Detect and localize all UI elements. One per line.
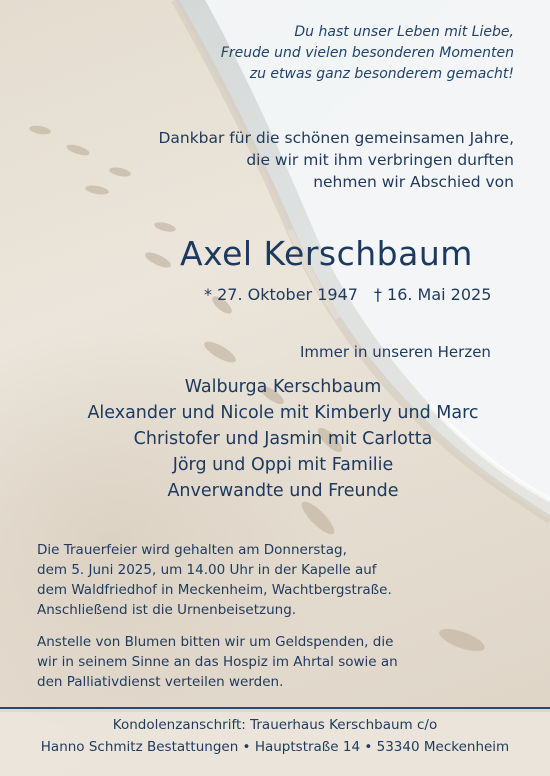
quote-line-1: Du hast unser Leben mit Liebe, [294, 24, 514, 40]
intro-line-1: Dankbar für die schönen gemeinsamen Jahre, [158, 129, 514, 147]
footer-line-2: Hanno Schmitz Bestattungen • Hauptstraße 14 • 53340 Meckenheim [40, 739, 510, 755]
donation-line: den Palliativdienst verteilen werden. [37, 674, 284, 690]
mourner: Walburga Kerschbaum [184, 377, 382, 397]
service-line: dem Waldfriedhof in Meckenheim, Wachtbergstraße. [37, 582, 392, 598]
donation-line: Anstelle von Blumen bitten wir um Geldspenden, die [37, 634, 394, 650]
footer-divider [0, 707, 550, 709]
mourner: Christofer und Jasmin mit Carlotta [133, 429, 433, 449]
donation-info [37, 632, 517, 692]
intro-line-2: die wir mit ihm verbringen durften [246, 151, 514, 169]
mourners-list [40, 374, 526, 504]
death-date: † 16. Mai 2025 [373, 285, 492, 304]
opening-quote [174, 22, 514, 85]
quote-line-2: Freude und vielen besonderen Momenten [220, 45, 514, 61]
birth-date: * 27. Oktober 1947 [204, 285, 358, 304]
life-dates [204, 285, 534, 304]
service-line: Anschließend ist die Urnenbeisetzung. [37, 602, 297, 618]
deceased-name: Axel Kerschbaum [180, 234, 473, 273]
footer-line-1: Kondolenzanschrift: Trauerhaus Kerschbaum c/o [112, 717, 438, 733]
service-line: dem 5. Juni 2025, um 14.00 Uhr in der Kapelle auf [37, 562, 377, 578]
mourner: Anverwandte und Freunde [167, 481, 399, 501]
motto: Immer in unseren Herzen [300, 343, 491, 361]
service-line: Die Trauerfeier wird gehalten am Donnerstag, [37, 542, 347, 558]
intro-line-3: nehmen wir Abschied von [313, 173, 514, 191]
intro-text [94, 127, 514, 193]
condolence-address [0, 714, 550, 758]
service-info [37, 540, 517, 620]
donation-line: wir in seinem Sinne an das Hospiz im Ahrtal sowie an [37, 654, 398, 670]
mourner: Jörg und Oppi mit Familie [172, 455, 394, 475]
mourner: Alexander und Nicole mit Kimberly und Marc [87, 403, 479, 423]
quote-line-3: zu etwas ganz besonderem gemacht! [249, 66, 514, 82]
